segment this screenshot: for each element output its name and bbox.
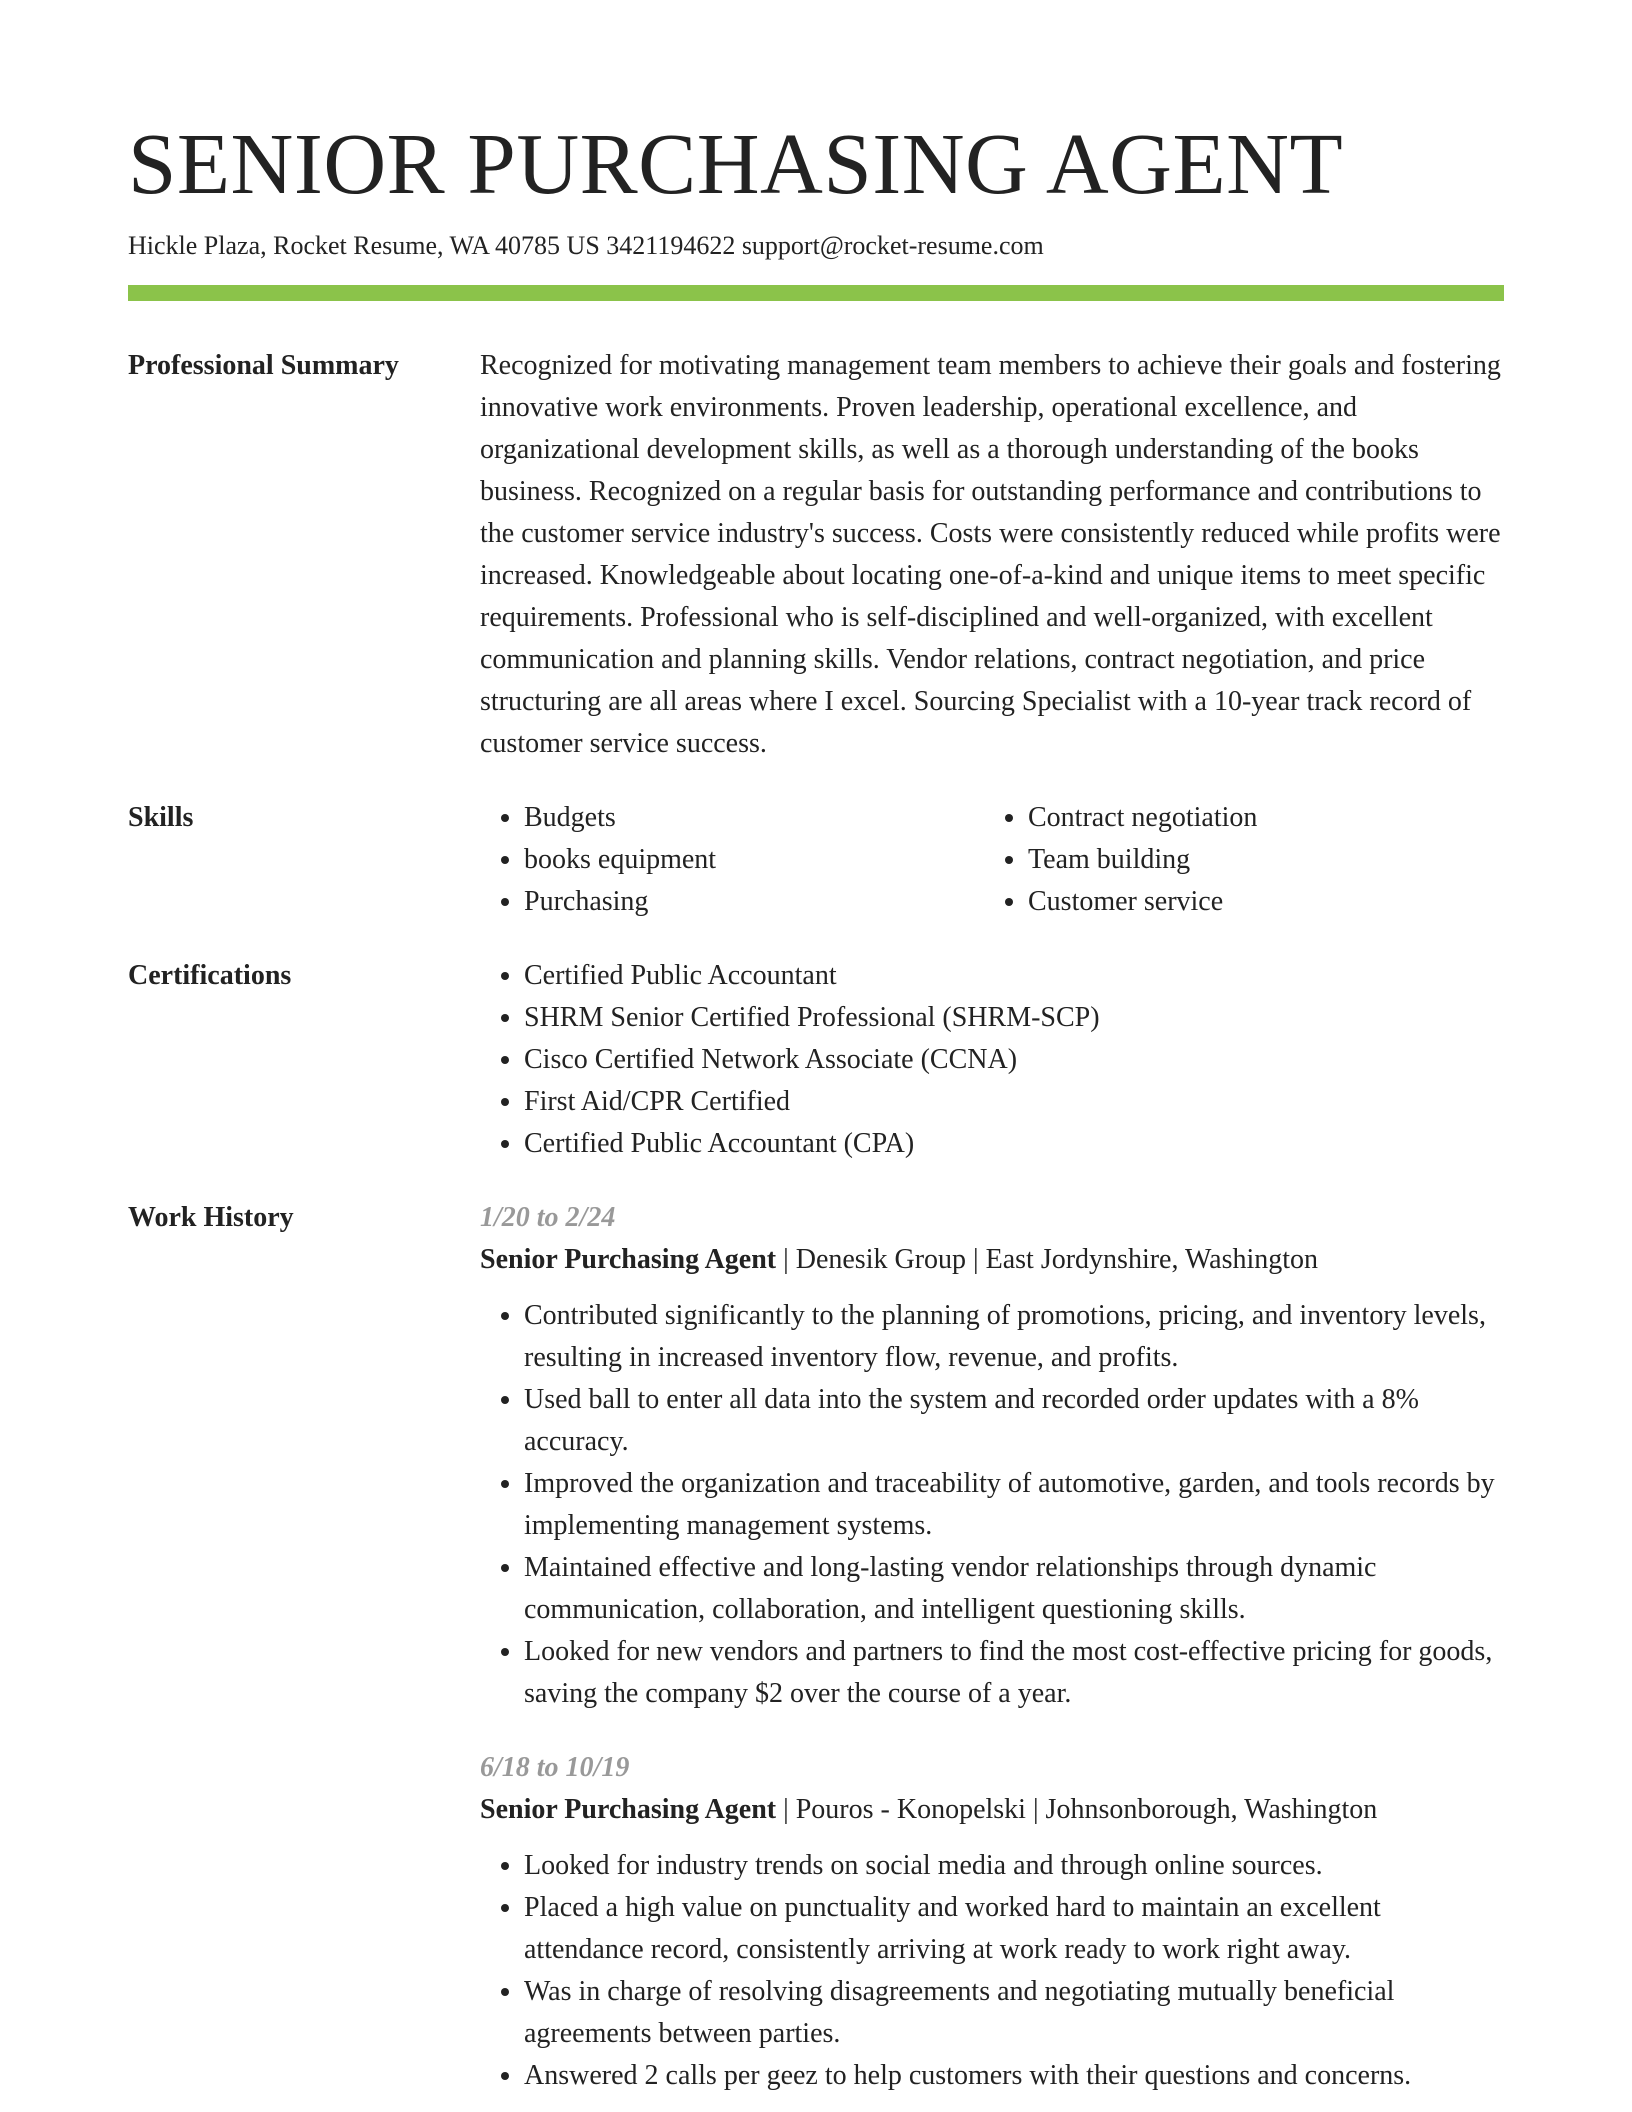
job-dates: 6/18 to 10/19: [480, 1751, 630, 1783]
job-bullet: • Improved the organization and traceability of automotive, garden, and tools records by implementing management systems.: [524, 1463, 1504, 1547]
skills-label: Skills: [128, 801, 194, 833]
job-details: | Denesik Group | East Jordynshire, Washington: [776, 1243, 1319, 1275]
summary-text: Recognized for motivating management team members to achieve their goals and fostering innovative work environments. Proven leadership, operational excellence, and organizational development skills, as well as a thorough understanding of the books business. Recognized on a regular basis for outstanding performance and contributions to the customer service industry's success. Costs were consistently reduced while profits were increased. Knowledgeable about locating one-of-a-kind and unique items to meet specific requirements. Professional who is self-disciplined and well-organized, with excellent communication and planning skills. Vendor relations, contract negotiation, and price structuring are all areas where I excel. Sourcing Specialist with a 10-year track record of customer service success.: [480, 349, 1501, 759]
certification-item: • First Aid/CPR Certified: [524, 1081, 1504, 1123]
certifications-list: [480, 955, 1504, 1165]
certifications-section: [128, 955, 1504, 1165]
job-bullet: • Was in charge of resolving disagreements and negotiating mutually beneficial agreements between parties.: [524, 1971, 1504, 2055]
job-bullet: • Answered 2 calls per geez to help customers with their questions and concerns.: [524, 2055, 1504, 2097]
job-title-line: [480, 1239, 1504, 1281]
certification-item: • SHRM Senior Certified Professional (SHRM-SCP): [524, 997, 1504, 1039]
skill-item: • Purchasing: [524, 881, 984, 923]
job-role: Senior Purchasing Agent: [480, 1243, 777, 1275]
certifications-label: Certifications: [128, 959, 292, 991]
certification-item: • Certified Public Accountant: [524, 955, 1504, 997]
job-bullets: [480, 1845, 1504, 2097]
job-bullet: • Looked for industry trends on social media and through online sources.: [524, 1845, 1504, 1887]
job-entry: [480, 1747, 1504, 2097]
job-dates: 1/20 to 2/24: [480, 1201, 616, 1233]
skills-section: [128, 797, 1504, 923]
accent-divider: [128, 285, 1504, 301]
skills-list-left: [480, 797, 984, 923]
page-title: SENIOR PURCHASING AGENT: [128, 115, 1344, 212]
job-bullet: • Placed a high value on punctuality and worked hard to maintain an excellent attendance record, consistently arriving at work ready to work right away.: [524, 1887, 1504, 1971]
job-bullet: • Contributed significantly to the planning of promotions, pricing, and inventory levels, resulting in increased inventory flow, revenue, and profits.: [524, 1295, 1504, 1379]
certification-item: • Cisco Certified Network Associate (CCNA): [524, 1039, 1504, 1081]
work-history-section: [128, 1197, 1504, 2097]
job-bullets: [480, 1295, 1504, 1715]
resume-page: [128, 115, 1504, 2097]
job-details: | Pouros - Konopelski | Johnsonborough, Washington: [776, 1793, 1378, 1825]
skill-item: • Budgets: [524, 797, 984, 839]
skill-item: • Contract negotiation: [1028, 797, 1504, 839]
certification-item: • Certified Public Accountant (CPA): [524, 1123, 1504, 1165]
summary-section: [128, 345, 1504, 765]
skills-list-right: [984, 797, 1504, 923]
skill-item: • Team building: [1028, 839, 1504, 881]
skill-item: • books equipment: [524, 839, 984, 881]
contact-line: Hickle Plaza, Rocket Resume, WA 40785 US 3421194622 support@rocket-resume.com: [128, 231, 1044, 260]
job-role: Senior Purchasing Agent: [480, 1793, 777, 1825]
job-title-line: [480, 1789, 1504, 1831]
job-bullet: • Looked for new vendors and partners to find the most cost-effective pricing for goods, saving the company $2 over the course of a year.: [524, 1631, 1504, 1715]
summary-label: Professional Summary: [128, 349, 399, 381]
skill-item: • Customer service: [1028, 881, 1504, 923]
job-entry: [480, 1197, 1504, 1715]
job-bullet: • Maintained effective and long-lasting vendor relationships through dynamic communication, collaboration, and intelligent questioning skills.: [524, 1547, 1504, 1631]
job-bullet: • Used ball to enter all data into the system and recorded order updates with a 8% accuracy.: [524, 1379, 1504, 1463]
work-history-label: Work History: [128, 1201, 294, 1233]
